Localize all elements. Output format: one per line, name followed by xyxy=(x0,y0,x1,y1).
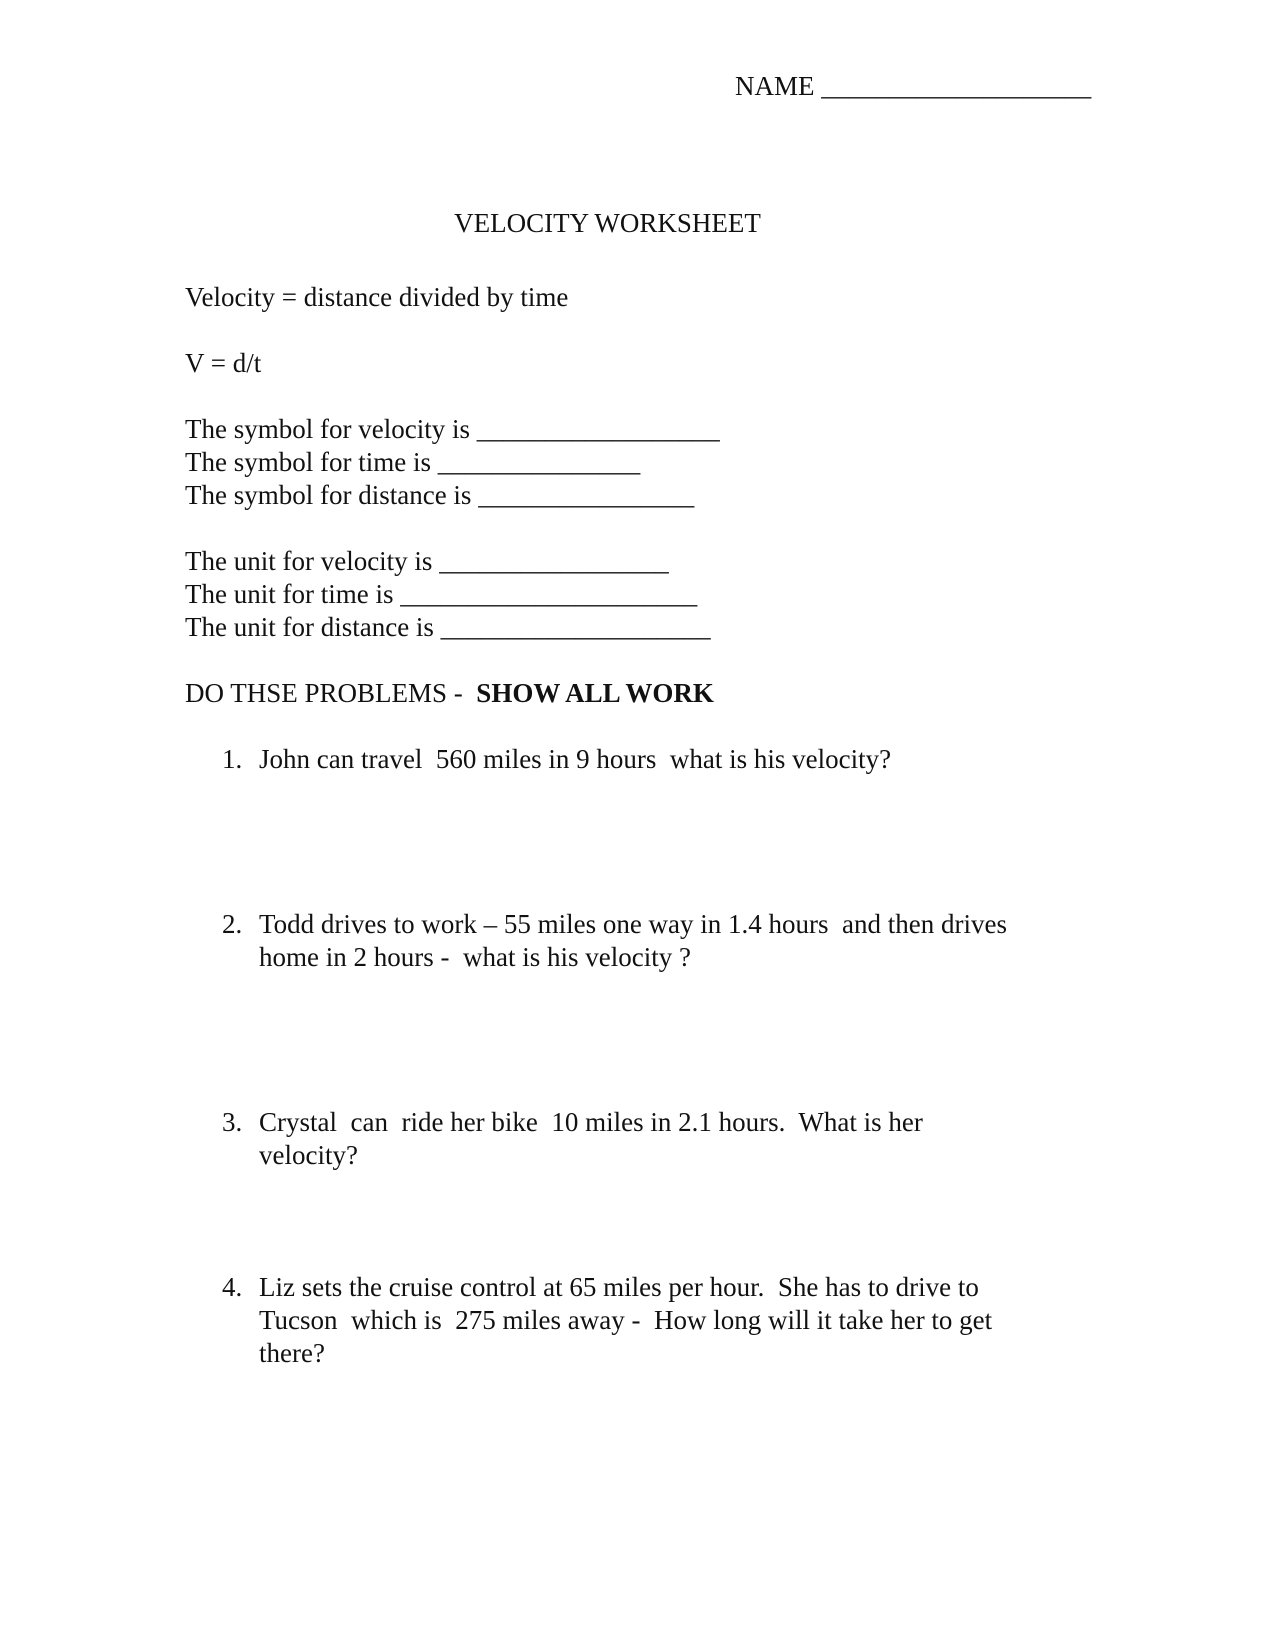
symbol-velocity-line: The symbol for velocity is __________________ xyxy=(185,414,720,444)
instructions-heading xyxy=(185,677,714,709)
velocity-formula: V = d/t xyxy=(185,348,262,378)
problem-text-line: home in 2 hours - what is his velocity ? xyxy=(259,942,691,972)
page-title: VELOCITY WORKSHEET xyxy=(454,208,761,238)
problem-number: 4. xyxy=(222,1272,243,1302)
symbol-distance-line: The symbol for distance is ________________ xyxy=(185,480,695,510)
problem-number: 3. xyxy=(222,1107,243,1137)
problem-number: 1. xyxy=(222,744,243,774)
problem-number: 2. xyxy=(222,909,243,939)
problem-text-line: Todd drives to work – 55 miles one way in 1.4 hours and then drives xyxy=(259,909,1007,939)
problem-text-line: there? xyxy=(259,1338,325,1368)
velocity-definition: Velocity = distance divided by time xyxy=(185,282,569,312)
unit-velocity-line: The unit for velocity is _________________ xyxy=(185,546,669,576)
unit-distance-line: The unit for distance is ____________________ xyxy=(185,612,711,642)
symbol-time-line: The symbol for time is _______________ xyxy=(185,447,641,477)
name-field-line: NAME ____________________ xyxy=(735,71,1092,101)
unit-time-line: The unit for time is ______________________ xyxy=(185,579,698,609)
problem-text-line: John can travel 560 miles in 9 hours what is his velocity? xyxy=(259,744,892,774)
problem-text-line: Tucson which is 275 miles away - How long will it take her to get xyxy=(259,1305,993,1335)
problem-text-line: Crystal can ride her bike 10 miles in 2.1 hours. What is her xyxy=(259,1107,923,1137)
instructions-bold: SHOW ALL WORK xyxy=(476,678,714,708)
instructions-prefix: DO THSE PROBLEMS - xyxy=(185,678,477,708)
problem-text-line: velocity? xyxy=(259,1140,358,1170)
problem-text-line: Liz sets the cruise control at 65 miles per hour. She has to drive to xyxy=(259,1272,979,1302)
